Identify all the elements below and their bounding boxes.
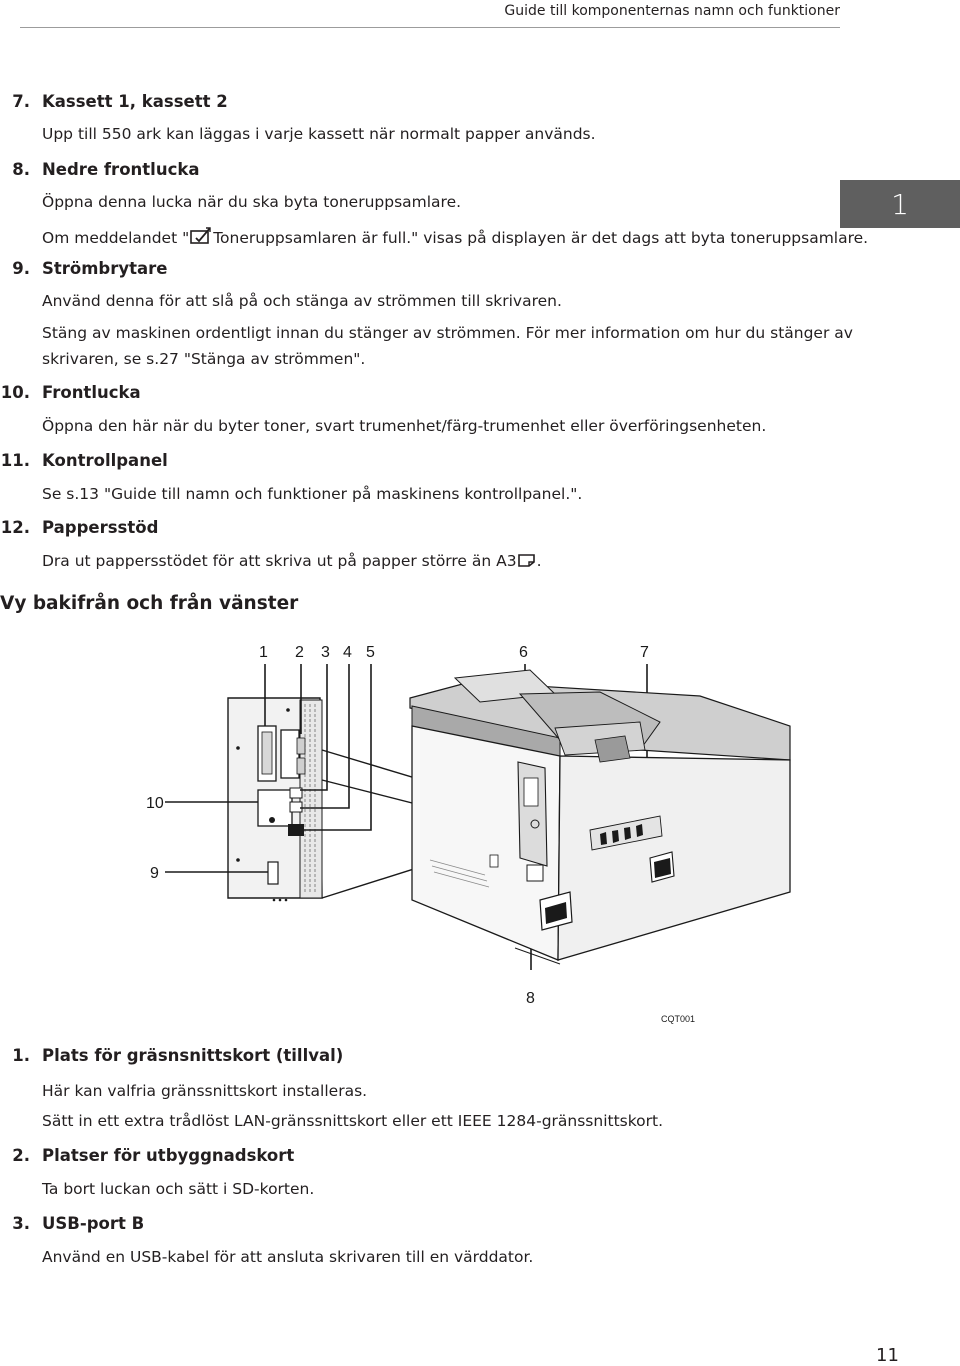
callout-10: 10 xyxy=(146,795,164,812)
item-12-text-suffix: . xyxy=(536,552,542,570)
item-9-text-3: skrivaren, se s.27 "Stänga av strömmen". xyxy=(42,350,366,368)
item-12-number: 12. xyxy=(0,518,30,537)
toner-collector-icon xyxy=(189,226,213,249)
item-8-label: Nedre frontlucka xyxy=(42,160,200,179)
item-10-text: Öppna den här när du byter toner, svart trumenhet/färg-trumenhet eller överföringsenheten. xyxy=(42,417,767,435)
item-9-number: 9. xyxy=(12,259,30,278)
callout-2: 2 xyxy=(295,644,304,661)
item-10-label: Frontlucka xyxy=(42,383,141,402)
header-title: Guide till komponenternas namn och funktioner xyxy=(504,3,840,19)
item-11-label: Kontrollpanel xyxy=(42,451,168,470)
callout-9: 9 xyxy=(150,865,159,882)
chapter-tab-number: 1 xyxy=(891,187,909,221)
rear-item-2-text: Ta bort luckan och sätt i SD-korten. xyxy=(42,1180,315,1198)
item-9-text-1: Använd denna för att slå på och stänga av strömmen till skrivaren. xyxy=(42,292,562,310)
running-header xyxy=(20,0,840,28)
callout-1: 1 xyxy=(259,644,268,661)
item-7-number: 7. xyxy=(12,92,30,111)
callout-5: 5 xyxy=(366,644,375,661)
item-12-text xyxy=(42,552,542,572)
rear-item-1-text-2: Sätt in ett extra trådlöst LAN-gränssnittskort eller ett IEEE 1284-gränssnittskort. xyxy=(42,1112,664,1130)
item-12-text-prefix: Dra ut pappersstödet för att skriva ut på papper större än A3 xyxy=(42,552,517,570)
printer-rear-left-diagram xyxy=(0,630,960,1040)
item-8-text-2-prefix: Om meddelandet " xyxy=(42,229,190,247)
item-7-label: Kassett 1, kassett 2 xyxy=(42,92,228,111)
chapter-tab xyxy=(840,180,960,228)
zoomed-rear-panel xyxy=(228,698,322,901)
item-11-text: Se s.13 "Guide till namn och funktioner på maskinens kontrollpanel.". xyxy=(42,485,583,503)
item-8-number: 8. xyxy=(12,160,30,179)
item-8-text-2-suffix: Toneruppsamlaren är full." visas på displayen är det dags att byta toneruppsamlare. xyxy=(213,229,869,247)
rear-item-2-number: 2. xyxy=(12,1146,30,1165)
item-12-label: Pappersstöd xyxy=(42,518,159,537)
rear-item-3-label: USB-port B xyxy=(42,1214,145,1233)
printer-illustration xyxy=(0,630,960,1040)
rear-item-1-label: Plats för gräsnsnittskort (tillval) xyxy=(42,1046,344,1065)
callout-7: 7 xyxy=(640,644,649,661)
callout-6: 6 xyxy=(519,644,528,661)
item-8-text: Öppna denna lucka när du ska byta toneruppsamlare. xyxy=(42,193,462,211)
printer-body xyxy=(410,670,790,964)
section-heading: Vy bakifrån och från vänster xyxy=(0,593,299,614)
rear-item-3-number: 3. xyxy=(12,1214,30,1233)
item-9-text-2: Stäng av maskinen ordentligt innan du stänger av strömmen. För mer information om hur du stänger av xyxy=(42,324,853,342)
rear-item-1-number: 1. xyxy=(12,1046,30,1065)
figure-id: CQT001 xyxy=(661,1014,696,1024)
item-9-label: Strömbrytare xyxy=(42,259,168,278)
callout-8: 8 xyxy=(526,990,535,1007)
item-10-number: 10. xyxy=(0,383,30,402)
rear-item-3-text: Använd en USB-kabel för att ansluta skrivaren till en värddator. xyxy=(42,1248,534,1266)
item-8-text-2 xyxy=(42,226,868,249)
paper-landscape-icon xyxy=(517,552,537,572)
item-7-text: Upp till 550 ark kan läggas i varje kassett när normalt papper används. xyxy=(42,125,596,143)
item-11-number: 11. xyxy=(0,451,30,470)
callout-3: 3 xyxy=(321,644,330,661)
callout-4: 4 xyxy=(343,644,352,661)
rear-item-1-text-1: Här kan valfria gränssnittskort installeras. xyxy=(42,1082,368,1100)
page-number: 11 xyxy=(876,1345,899,1366)
rear-item-2-label: Platser för utbyggnadskort xyxy=(42,1146,295,1165)
